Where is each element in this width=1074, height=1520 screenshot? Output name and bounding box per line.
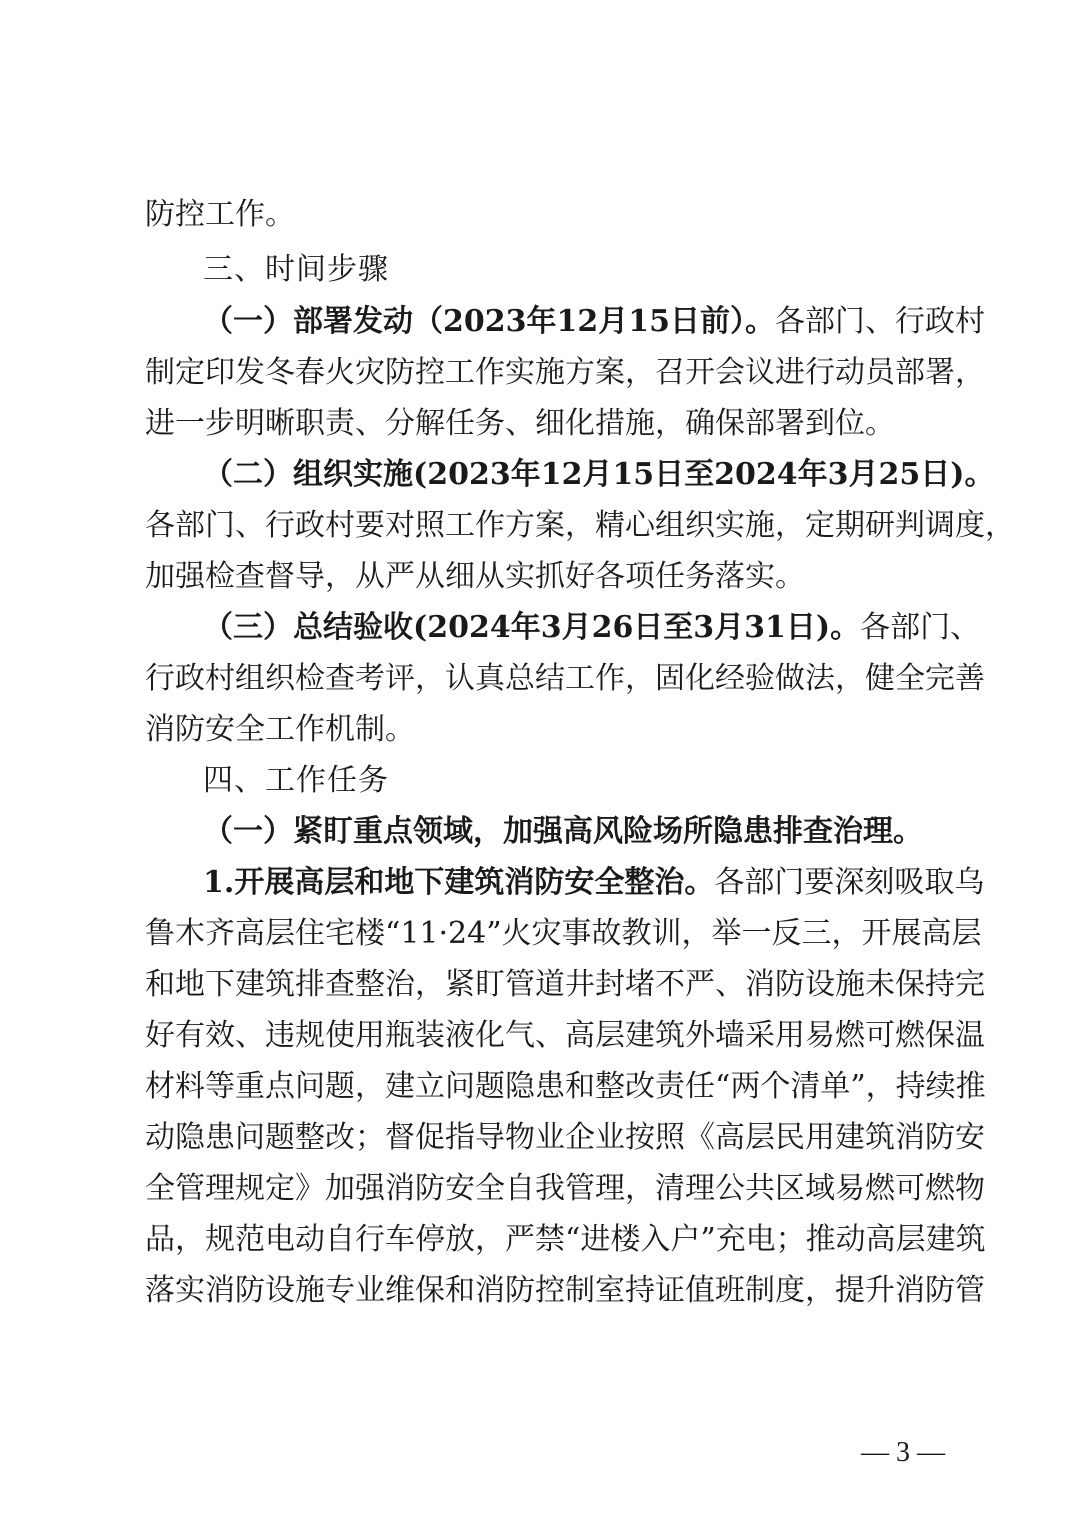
- body-text: 各部门、行政村: [775, 304, 985, 339]
- subsection-title: （二）组织实施(2023年12月15日至2024年3月25日)。: [203, 457, 995, 492]
- body-line: 全管理规定》加强消防安全自我管理，清理公共区域易燃可燃物: [145, 1171, 985, 1206]
- body-line: 和地下建筑排查整治，紧盯管道井封堵不严、消防设施未保持完: [145, 967, 985, 1002]
- body-line: 各部门、行政村要对照工作方案，精心组织实施，定期研判调度，: [145, 508, 1015, 543]
- item-title: 1.开展高层和地下建筑消防安全整治。: [203, 865, 715, 900]
- body-line: 防控工作。: [145, 197, 295, 232]
- subsection-line: [203, 608, 981, 648]
- subsection-title: （一）部署发动（2023年12月15日前）。: [203, 304, 775, 339]
- section-heading: 四、工作任务: [203, 763, 389, 798]
- body-text: 各部门要深刻吸取乌: [714, 865, 985, 900]
- subsection-line: [203, 302, 985, 342]
- body-line: 制定印发冬春火灾防控工作实施方案，召开会议进行动员部署，: [145, 355, 985, 390]
- body-line: 加强检查督导，从严从细从实抓好各项任务落实。: [145, 559, 805, 594]
- subsection-title: （一）紧盯重点领域，加强高风险场所隐患排查治理。: [203, 814, 923, 849]
- body-line: 鲁木齐高层住宅楼“11·24”火灾事故教训，举一反三，开展高层: [145, 916, 982, 951]
- subsection-title: （三）总结验收(2024年3月26日至3月31日)。: [203, 610, 861, 645]
- body-line: 行政村组织检查考评，认真总结工作，固化经验做法，健全完善: [145, 661, 985, 696]
- section-heading: 三、时间步骤: [203, 252, 389, 287]
- body-line: 落实消防设施专业维保和消防控制室持证值班制度，提升消防管: [145, 1273, 985, 1308]
- body-line: 好有效、违规使用瓶装液化气、高层建筑外墙采用易燃可燃保温: [145, 1018, 985, 1053]
- body-line: 品，规范电动自行车停放，严禁“进楼入户”充电；推动高层建筑: [145, 1222, 986, 1257]
- page-number: — 3 —: [861, 1437, 945, 1468]
- body-text: 各部门、: [860, 610, 981, 645]
- body-line: 进一步明晰职责、分解任务、细化措施，确保部署到位。: [145, 406, 895, 441]
- body-line: 动隐患问题整改；督促指导物业企业按照《高层民用建筑消防安: [145, 1120, 985, 1155]
- body-line: 材料等重点问题，建立问题隐患和整改责任“两个清单”，持续推: [145, 1069, 986, 1104]
- item-line: [203, 863, 985, 903]
- body-line: 消防安全工作机制。: [145, 712, 415, 747]
